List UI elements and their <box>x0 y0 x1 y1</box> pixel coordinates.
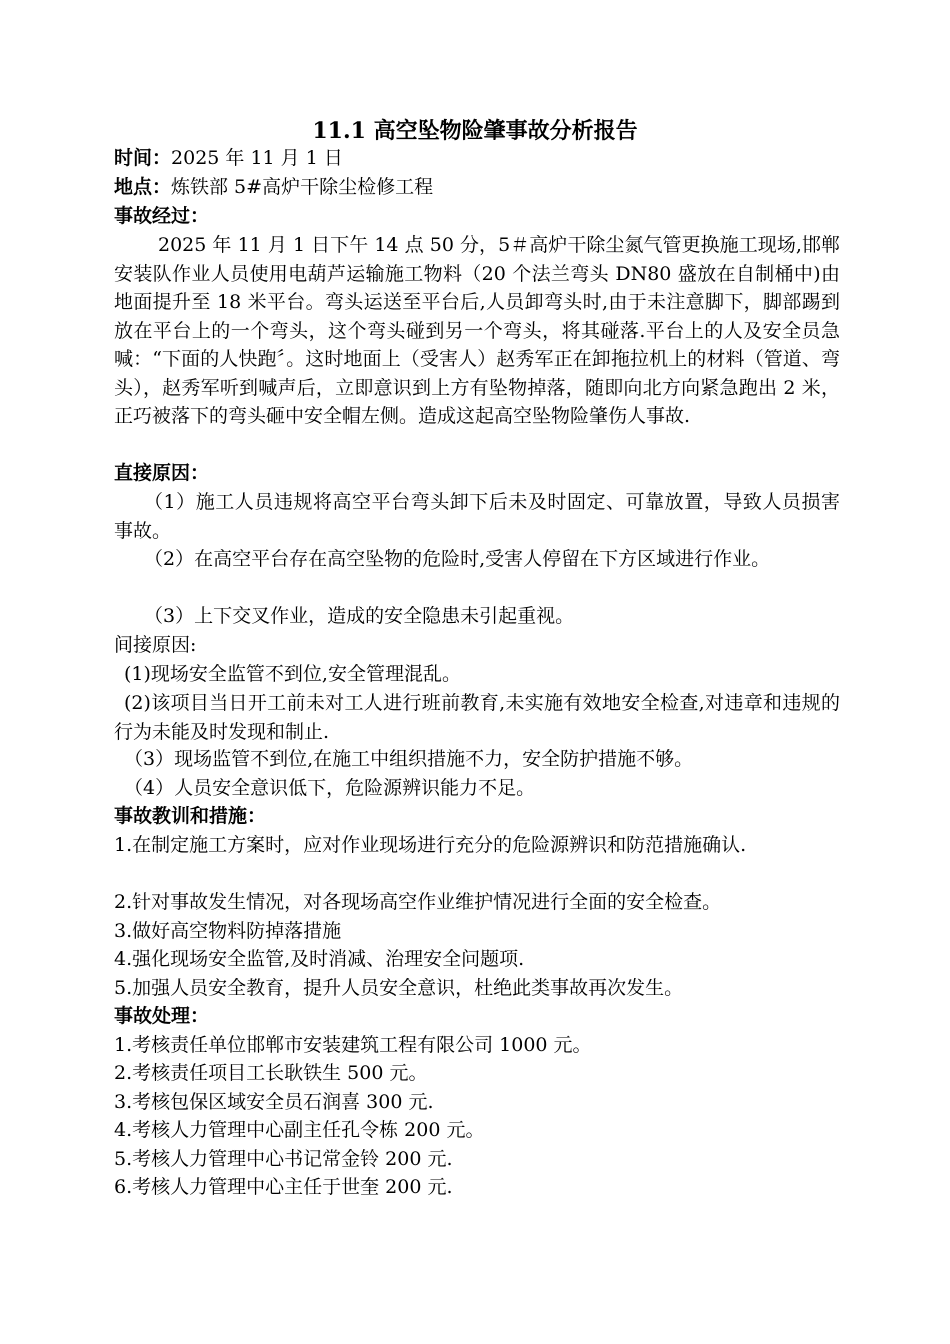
lessons-heading: 事故教训和措施： <box>114 805 267 827</box>
place-value: 炼铁部 5#高炉干除尘检修工程 <box>171 176 434 198</box>
time-row <box>114 144 844 173</box>
direct-cause-item: （1）施工人员违规将高空平台弯头卸下后未及时固定、可靠放置，导致人员损害事故。 <box>114 491 840 542</box>
direct-cause-item: （2）在高空平台存在高空坠物的危险时,受害人停留在下方区域进行作业。 <box>144 548 771 570</box>
lessons-item: 1.在制定施工方案时，应对作业现场进行充分的危险源辨识和防范措施确认. <box>114 834 747 856</box>
indirect-cause-item: （4）人员安全意识低下，危险源辨识能力不足。 <box>124 777 536 799</box>
indirect-cause-item: (2)该项目当日开工前未对工人进行班前教育,未实施有效地安全检查,对违章和违规的行为未能及时发现和制止. <box>114 692 840 743</box>
handling-item: 5.考核人力管理中心书记常金铃 200 元. <box>114 1148 453 1170</box>
handling-heading: 事故处理： <box>114 1005 210 1027</box>
place-label: 地点： <box>114 176 172 198</box>
handling-item: 6.考核人力管理中心主任于世奎 200 元. <box>114 1176 453 1198</box>
lessons-item: 3.做好高空物料防掉落措施 <box>114 920 342 942</box>
indirect-cause-item: （3）现场监管不到位,在施工中组织措施不力，安全防护措施不够。 <box>124 748 694 770</box>
process-heading: 事故经过： <box>114 205 210 227</box>
place-row <box>114 173 844 202</box>
report-title: 11.1 高空坠物险肇事故分析报告 <box>312 118 638 144</box>
process-paragraph: 2025 年 11 月 1 日下午 14 点 50 分，5＃高炉干除尘氮气管更换施工现场,邯郸安装队作业人员使用电葫芦运输施工物料（20 个法兰弯头 DN80 盛放在自制桶中)由地面提升至 18 米平台。弯头运送至平台后,人员卸弯头时,由于未注意脚下，脚部踢到放在平台上的一个弯头，这个弯头碰到另一个弯头，将其碰落.平台上的人及安全员急喊：“下面的人快跑〞。这时地面上（受害人）赵秀军正在卸拖拉机上的材料（管道、弯头），赵秀军听到喊声后，立即意识到上方有坠物掉落，随即向北方向紧急跑出 2 米，正巧被落下的弯头砸中安全帽左侧。造成这起高空坠物险肇伤人事故. <box>114 234 840 427</box>
handling-item: 3.考核包保区域安全员石润喜 300 元. <box>114 1091 434 1113</box>
direct-cause-heading: 直接原因： <box>114 462 210 484</box>
indirect-cause-heading: 间接原因: <box>114 634 197 656</box>
handling-item: 1.考核责任单位邯郸市安装建筑工程有限公司 1000 元。 <box>114 1034 592 1056</box>
lessons-item: 2.针对事故发生情况，对各现场高空作业维护情况进行全面的安全检查。 <box>114 891 722 913</box>
lessons-item: 4.强化现场安全监管,及时消减、治理安全问题项. <box>114 948 525 970</box>
indirect-cause-item: (1)现场安全监管不到位,安全管理混乱。 <box>124 663 461 685</box>
handling-item: 2.考核责任项目工长耿铁生 500 元。 <box>114 1062 428 1084</box>
handling-item: 4.考核人力管理中心副主任孔令栋 200 元。 <box>114 1119 485 1141</box>
direct-cause-item: （3）上下交叉作业，造成的安全隐患未引起重视。 <box>144 605 575 627</box>
time-label: 时间： <box>114 147 172 169</box>
lessons-item: 5.加强人员安全教育，提升人员安全意识，杜绝此类事故再次发生。 <box>114 977 684 999</box>
time-value: 2025 年 11 月 1 日 <box>171 147 343 169</box>
